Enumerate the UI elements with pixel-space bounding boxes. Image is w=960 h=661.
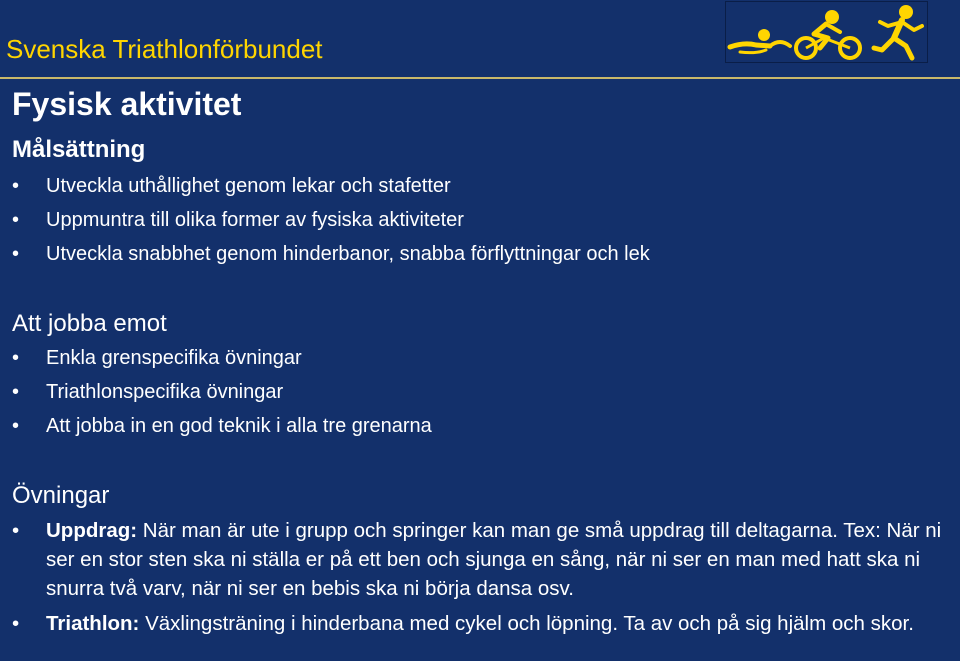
bullet-list-malsattning xyxy=(0,169,960,271)
section-heading-att-jobba-emot: Att jobba emot xyxy=(12,310,167,337)
list-item: • Uppmuntra till olika former av fysiska aktiviteter xyxy=(0,203,960,237)
list-item xyxy=(0,516,960,603)
item-lead-label: Uppdrag: xyxy=(46,519,138,542)
list-item: • Utveckla snabbhet genom hinderbanor, snabba förflyttningar och lek xyxy=(0,237,960,271)
organization-name: Svenska Triathlonförbundet xyxy=(6,34,323,64)
list-item xyxy=(0,609,960,638)
item-text: När man är ute i grupp och springer kan man ge små uppdrag till deltagarna. Tex: När ni ser en stor sten ska ni ställa er på ett ben och sjunga en sång, när ni ser en man med hatt ska ni snurra två varv, när ni ser en bebis ska ni börja dansa osv. xyxy=(46,519,942,600)
header-divider xyxy=(0,77,960,79)
list-item: • Enkla grenspecifika övningar xyxy=(0,341,960,375)
list-item: • Utveckla uthållighet genom lekar och stafetter xyxy=(0,169,960,203)
section-heading-ovningar: Övningar xyxy=(12,482,110,509)
section-heading-malsattning: Målsättning xyxy=(12,136,146,163)
list-item: • Att jobba in en god teknik i alla tre grenarna xyxy=(0,409,960,443)
slide-title: Fysisk aktivitet xyxy=(12,86,242,122)
bullet-list-ovningar xyxy=(0,516,960,638)
triathlon-logo-graphic xyxy=(726,2,927,62)
swim-bike-run-icon xyxy=(725,1,928,63)
item-lead-label: Triathlon: xyxy=(46,612,140,635)
bullet-list-att-jobba-emot xyxy=(0,341,960,443)
item-text: Växlingsträning i hinderbana med cykel och löpning. Ta av och på sig hjälm och skor. xyxy=(139,612,914,635)
list-item: • Triathlonspecifika övningar xyxy=(0,375,960,409)
